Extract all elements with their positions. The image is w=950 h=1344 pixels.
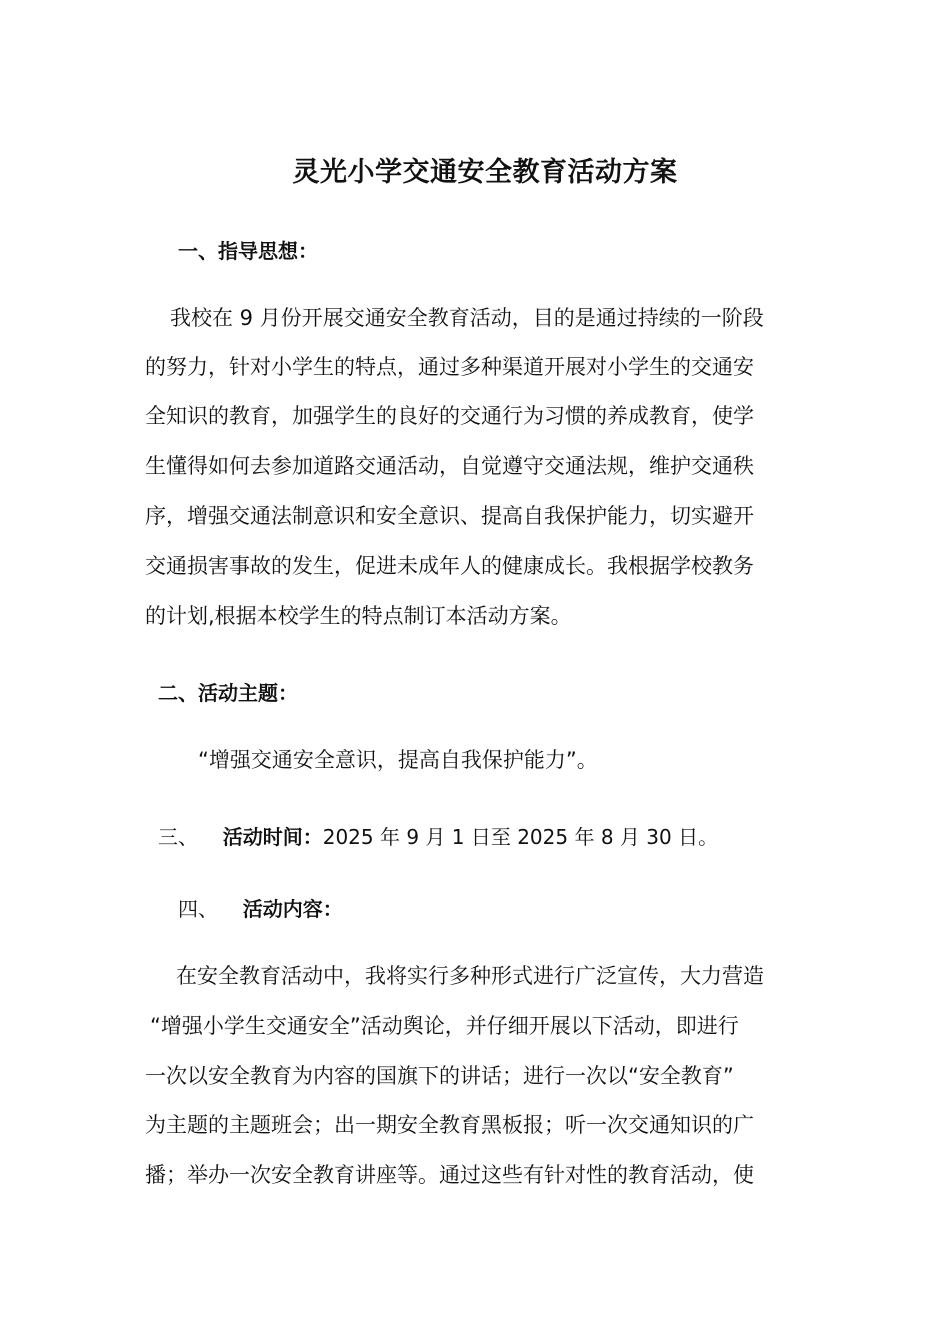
paragraph-line: 生懂得如何去参加道路交通活动，自觉遵守交通法规，维护交通秩	[145, 454, 754, 478]
paragraph-line: 的努力，针对小学生的特点，通过多种渠道开展对小学生的交通安	[145, 355, 754, 379]
section-number: 三、	[158, 825, 198, 849]
section-heading-theme: 二、活动主题：	[158, 681, 298, 705]
section-label: 活动时间：	[222, 825, 323, 849]
section-label: 活动内容：	[242, 897, 343, 921]
activity-time-value: 2025 年 9 月 1 日至 2025 年 8 月 30 日。	[322, 825, 719, 849]
paragraph-line: 在安全教育活动中，我将实行多种形式进行广泛宣传，大力营造	[176, 964, 764, 988]
paragraph-line: 全知识的教育，加强学生的良好的交通行为习惯的养成教育，使学	[145, 404, 754, 428]
paragraph-line: 播；举办一次安全教育讲座等。通过这些有针对性的教育活动，使	[145, 1163, 754, 1187]
section-number: 四、	[178, 897, 218, 921]
paragraph-line: 为主题的主题班会；出一期安全教育黑板报；听一次交通知识的广	[145, 1113, 754, 1137]
paragraph-line: “增强小学生交通安全”活动舆论，并仔细开展以下活动，即进行	[150, 1014, 739, 1038]
section-activity-content	[178, 893, 343, 922]
paragraph-line: 我校在 9 月份开展交通安全教育活动，目的是通过持续的一阶段	[170, 306, 764, 330]
paragraph-line: 一次以安全教育为内容的国旗下的讲话；进行一次以“安全教育”	[145, 1064, 734, 1088]
section-heading-guiding-thought: 一、指导思想：	[178, 239, 318, 263]
paragraph-line: 的计划,根据本校学生的特点制订本活动方案。	[145, 604, 572, 628]
paragraph-line: 交通损害事故的发生，促进未成年人的健康成长。我根据学校教务	[145, 554, 754, 578]
section-activity-time	[158, 821, 718, 850]
activity-theme-text: “增强交通安全意识，提高自我保护能力”。	[198, 748, 598, 772]
paragraph-line: 序，增强交通法制意识和安全意识、提高自我保护能力，切实避开	[145, 504, 754, 528]
document-title: 灵光小学交通安全教育活动方案	[292, 157, 678, 188]
